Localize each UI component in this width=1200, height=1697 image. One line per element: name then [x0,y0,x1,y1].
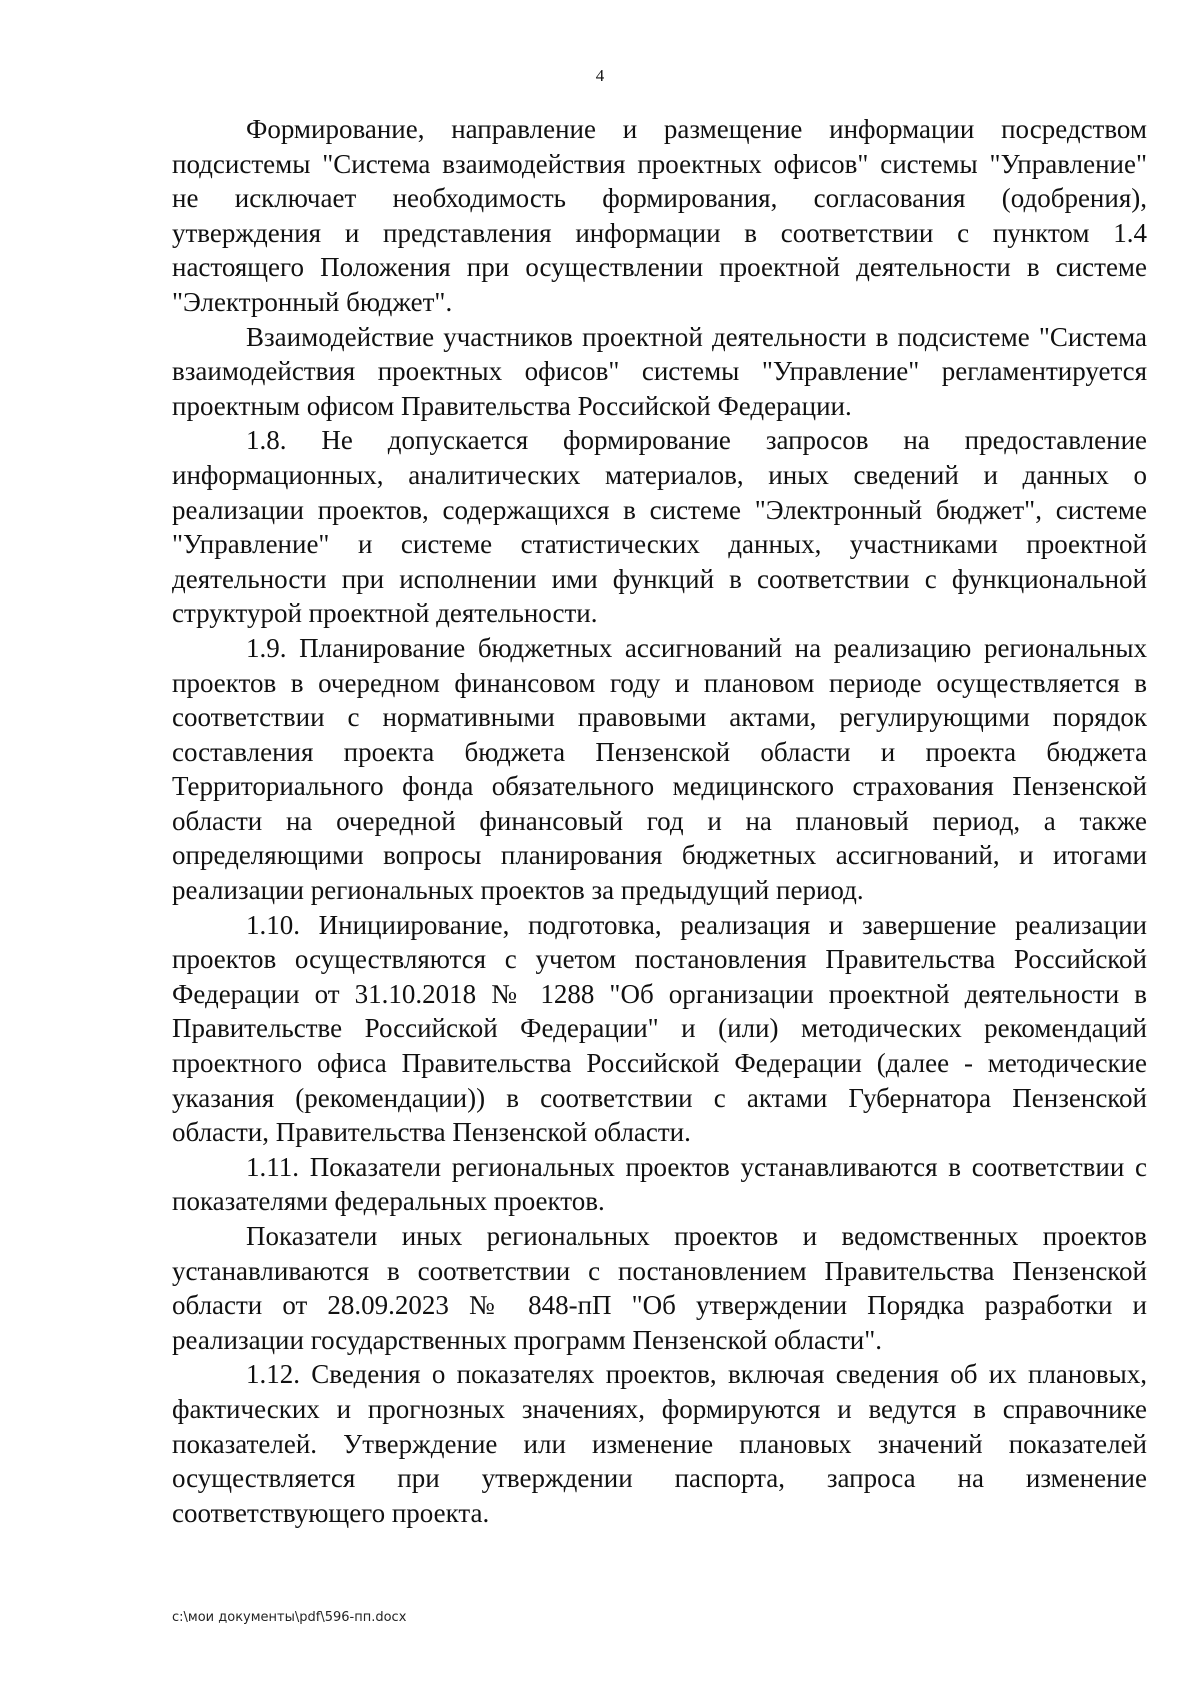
paragraph-1-10: 1.10. Инициирование, подготовка, реализация и завершение реализации проектов осуществляются с учетом постановления Правительства Российской Федерации от 31.10.2018 № 1288 "Об организации проектной деятельности в Правительстве Российской Федерации" и (или) методических рекомендаций проектного офиса Правительства Российской Федерации (далее - методические указания (рекомендации)) в соответствии с актами Губернатора Пензенской области, Правительства Пензенской области. [172,909,1147,1148]
paragraph-other-indicators: Показатели иных региональных проектов и ведомственных проектов устанавливаются в соответствии с постановлением Правительства Пензенской области от 28.09.2023 № 848-пП "Об утверждении Порядка разработки и реализации государственных программ Пензенской области". [172,1221,1147,1355]
footer-file-path: c:\мои документы\pdf\596-пп.docx [172,1610,407,1625]
paragraph-interaction: Взаимодействие участников проектной деятельности в подсистеме "Система взаимодействия проектных офисов" системы "Управление" регламентируется проектным офисом Правительства Российской Федерации. [172,321,1147,421]
paragraph-1-9: 1.9. Планирование бюджетных ассигнований на реализацию региональных проектов в очередном финансовом году и плановом периоде осуществляется в соответствии с нормативными правовыми актами, регулирующими порядок составления проекта бюджета Пензенской области и проекта бюджета Территориального фонда обязательного медицинского страхования Пензенской области на очередной финансовый год и на плановый период, а также определяющими вопросы планирования бюджетных ассигнований, и итогами реализации региональных проектов за предыдущий период. [172,632,1147,906]
paragraph-1-12: 1.12. Сведения о показателях проектов, включая сведения об их плановых, фактических и прогнозных значениях, формируются и ведутся в справочнике показателей. Утверждение или изменение плановых значений показателей осуществляется при утверждении паспорта, запроса на изменение соответствующего проекта. [172,1359,1147,1528]
paragraph-1-8: 1.8. Не допускается формирование запросов на предоставление информационных, аналитических материалов, иных сведений и данных о реализации проектов, содержащихся в системе "Электронный бюджет", системе "Управление" и системе статистических данных, участниками проектной деятельности при исполнении ими функций в соответствии с функциональной структурой проектной деятельности. [172,425,1147,629]
paragraph-info-formation: Формирование, направление и размещение информации посредством подсистемы "Система взаимодействия проектных офисов" системы "Управление" не исключает необходимость формирования, согласования (одобрения), утверждения и представления информации в соответствии с пунктом 1.4 настоящего Положения при осуществлении проектной деятельности в системе "Электронный бюджет". [172,114,1147,317]
page-number: 4 [595,66,605,85]
paragraph-1-11: 1.11. Показатели региональных проектов устанавливаются в соответствии с показателями федеральных проектов. [172,1151,1147,1217]
document-body [172,112,1147,1530]
